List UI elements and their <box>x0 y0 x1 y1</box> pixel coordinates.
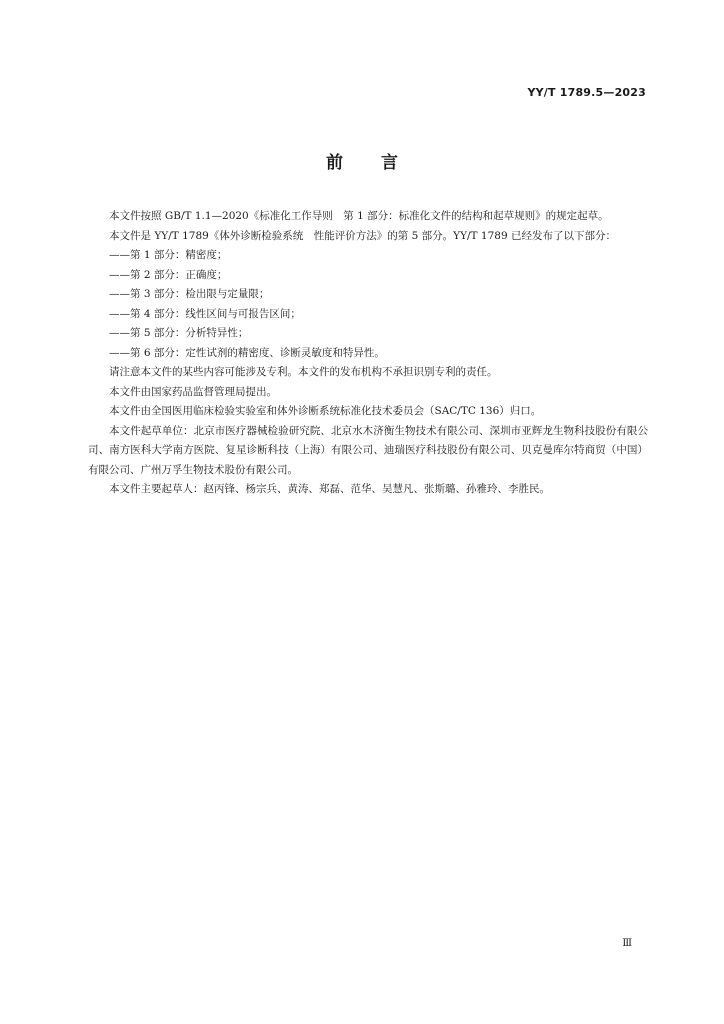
paragraph-drafting-units: 本文件起草单位：北京市医疗器械检验研究院、北京水木济衡生物技术有限公司、深圳市亚辉龙生物科技股份有限公司、南方医科大学南方医院、复星诊断科技（上海）有限公司、迪瑞医疗科技股份有限公司、贝克曼库尔特商贸（中国）有限公司、广州万孚生物技术股份有限公司。 <box>88 424 648 476</box>
list-item: ——第 1 部分：精密度； <box>109 249 228 261</box>
list-item: ——第 6 部分：定性试剂的精密度、诊断灵敏度和特异性。 <box>109 346 385 359</box>
list-item: ——第 3 部分：检出限与定量限； <box>109 288 270 300</box>
paragraph-proposed-by: 本文件由国家药品监督管理局提出。 <box>109 385 277 398</box>
paragraph-under-jurisdiction: 本文件由全国医用临床检验实验室和体外诊断系统标准化技术委员会（SAC/TC 136）归口。 <box>109 405 542 417</box>
paragraph-patent-notice: 请注意本文件的某些内容可能涉及专利。本文件的发布机构不承担识别专利的责任。 <box>109 366 498 378</box>
list-item: ——第 2 部分：正确度； <box>109 268 228 281</box>
paragraph-main-drafters: 本文件主要起草人：赵丙锋、杨宗兵、黄涛、郑磊、范华、吴慧凡、张斯璐、孙雅玲、李胜民。 <box>109 483 550 495</box>
paragraph-drafting-rules: 本文件按照 GB/T 1.1—2020《标准化工作导则 第 1 部分：标准化文件的结构和起草规则》的规定起草。 <box>109 210 609 222</box>
document-number: YY/T 1789.5—2023 <box>527 86 646 99</box>
page-number: Ⅲ <box>622 938 632 949</box>
paragraph-series-parts: 本文件是 YY/T 1789《体外诊断检验系统 性能评价方法》的第 5 部分。YY/T 1789 已经发布了以下部分： <box>109 229 616 242</box>
page-title: 前言 <box>326 153 436 173</box>
list-item: ——第 4 部分：线性区间与可报告区间； <box>109 307 301 320</box>
list-item: ——第 5 部分：分析特异性； <box>109 327 249 339</box>
foreword-body <box>88 207 648 500</box>
